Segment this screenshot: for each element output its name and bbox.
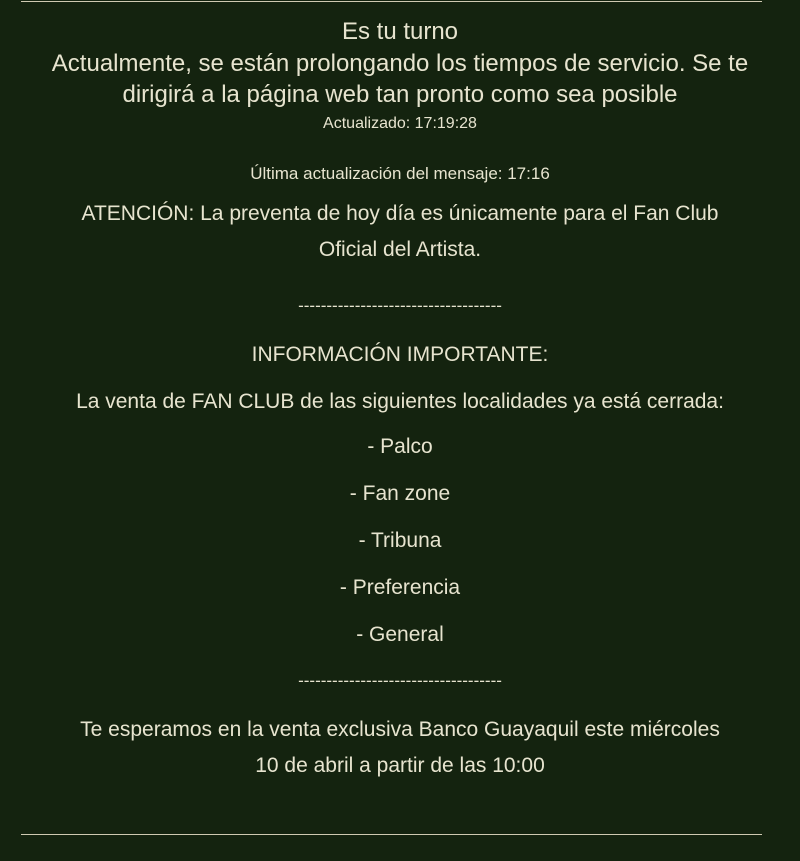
list-item-general: - General: [356, 623, 444, 646]
list-item-tribuna: - Tribuna: [358, 529, 442, 552]
attention-notice: ATENCIÓN: La preventa de hoy día es únicamente para el Fan Club Oficial del Artista.: [81, 202, 719, 261]
list-item-palco: - Palco: [367, 435, 433, 458]
bottom-divider-line: [21, 834, 762, 835]
text-divider: ------------------------------------: [298, 296, 502, 315]
updated-timestamp: Actualizado: 17:19:28: [323, 115, 477, 132]
message-last-update: Última actualización del mensaje: 17:16: [250, 164, 550, 183]
turn-title: Es tu turno: [341, 18, 459, 45]
queue-message-panel: [0, 16, 800, 784]
list-item-preferencia: - Preferencia: [339, 576, 461, 599]
top-divider-line: [21, 1, 762, 2]
text-divider: ------------------------------------: [298, 671, 502, 690]
list-item-fan-zone: - Fan zone: [349, 482, 451, 505]
closed-sections-intro: La venta de FAN CLUB de las siguientes localidades ya está cerrada:: [76, 390, 724, 413]
important-info-heading: INFORMACIÓN IMPORTANTE:: [251, 343, 549, 366]
closing-message: Te esperamos en la venta exclusiva Banco Guayaquil este miércoles 10 de abril a partir de las 10:00: [80, 718, 720, 777]
delay-message: Actualmente, se están prolongando los tiempos de servicio. Se te dirigirá a la página web tan pronto como sea posible: [51, 50, 749, 108]
